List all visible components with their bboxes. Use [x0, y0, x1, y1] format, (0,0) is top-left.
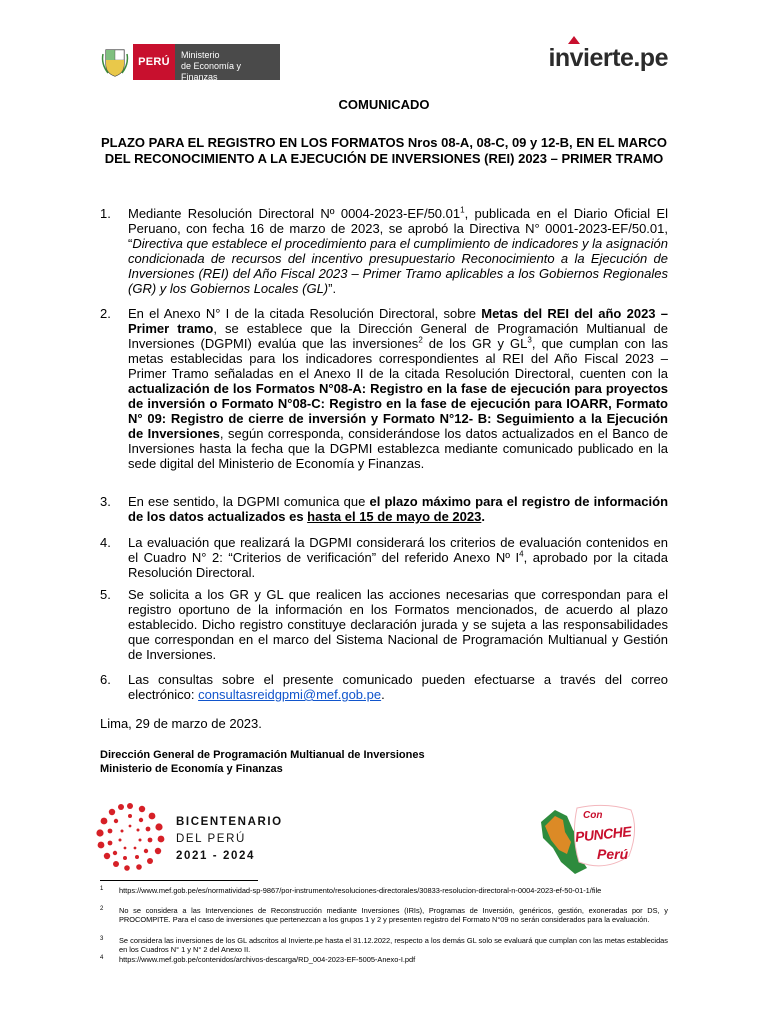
item-number: 6. [100, 672, 111, 687]
bicentenario-logo [92, 800, 292, 874]
bold-run: Metas del REI del año 2023 – Primer tramo [128, 306, 668, 336]
signature-directorate: Dirección General de Programación Multianual de Inversiones [100, 749, 425, 761]
list-item [100, 306, 668, 471]
text-run: En ese sentido, la DGPMI comunica que [128, 494, 370, 509]
footnote-number: 2 [100, 906, 104, 912]
item-number: 1. [100, 206, 111, 221]
bicentenario-line-1: BICENTENARIO [176, 816, 283, 828]
item-number: 2. [100, 306, 111, 321]
punche-main: PUNCHE [574, 823, 632, 845]
bicentenario-emblem-icon [92, 800, 168, 874]
bold-run: el plazo máximo para el registro de información de los datos actualizados es [128, 494, 669, 524]
bold-run: . [481, 509, 485, 524]
footnote-divider [100, 880, 258, 881]
arrow-up-icon [568, 36, 580, 44]
text-run: , según corresponda, considerándose los datos actualizados en el Banco de Inversiones hasta la fecha que la DGPMI establezca mediante comunicado publicado en la sede digital del Ministerio de Economía y Finanzas. [128, 426, 668, 471]
footnote-ref: 4 [519, 549, 524, 559]
text-run: En el Anexo N° I de la citada Resolución Directoral, sobre [128, 306, 482, 321]
contact-email-link[interactable]: consultasreidgpmi@mef.gob.pe [198, 687, 382, 702]
con-punche-peru-logo [535, 800, 645, 880]
invierte-pe-label: invierte.pe [548, 44, 668, 72]
text-run: , publicada en el Diario Oficial El Peruano, con fecha 16 de marzo de 2023, se aprobó la Directiva N° 0001-2023-EF/50.01, “ [128, 206, 668, 251]
text-run: , se establece que la Dirección General de Programación Multianual de Inversiones (DGPMI) evalúa que las inversiones [128, 321, 669, 351]
signature-ministry: Ministerio de Economía y Finanzas [100, 763, 283, 775]
bicentenario-line-3: 2021 - 2024 [176, 850, 255, 862]
footnote [100, 886, 668, 895]
text-run: La evaluación que realizará la DGPMI considerará los criterios de evaluación contenidos en el Cuadro N° 2: “Criterios de verificación” del referido Anexo Nº I [128, 535, 668, 565]
punche-con: Con [583, 810, 603, 821]
text-run: , aprobado por la citada Resolución Directoral. [128, 550, 668, 580]
bicentenario-text [176, 814, 283, 865]
invierte-pe-logo [548, 44, 668, 73]
item-number: 4. [100, 535, 111, 550]
ministry-label [175, 44, 280, 80]
document-subtitle: PLAZO PARA EL REGISTRO EN LOS FORMATOS Nros 08-A, 08-C, 09 y 12-B, EN EL MARCO DEL RECONOCIMIENTO A LA EJECUCIÓN DE INVERSIONES (REI) 2023 – PRIMER TRAMO [100, 135, 668, 166]
list-item [100, 206, 668, 296]
deadline-text: hasta el 15 de mayo de 2023 [307, 509, 482, 524]
footnote [100, 906, 668, 924]
item-text [128, 206, 668, 296]
item-number: 3. [100, 494, 111, 509]
footnote-text: No se considera a las Intervenciones de Reconstrucción mediante Inversiones (IRIs), Programas de Inversión, genéricos, gestión, exoneradas por DS, y PROCOMPITE. Para el caso de inversiones que pertenezcan a los grupos 1 y 2 y presenten registro del Formato N°09 no serán considerados para la evaluación. [119, 906, 668, 924]
item-text [128, 672, 668, 702]
footnote [100, 955, 668, 964]
footnote-text: https://www.mef.gob.pe/contenidos/archivos-descarga/RD_004-2023-EF-5005-Anexo-I.pdf [119, 955, 416, 964]
signature-date: Lima, 29 de marzo de 2023. [100, 716, 262, 731]
item-number: 5. [100, 587, 111, 602]
item-text [128, 494, 668, 524]
footnote-number: 3 [100, 936, 104, 942]
item-text [128, 535, 668, 580]
list-item [100, 535, 668, 580]
mef-logo [97, 44, 280, 80]
item-text [128, 306, 668, 471]
document-title: COMUNICADO [338, 97, 430, 112]
footnote-text: https://www.mef.gob.pe/es/normatividad-sp-9867/por-instrumento/resoluciones-directorales/30833-resolucion-directoral-n-0004-2023-ef-50-01-1/file [119, 886, 602, 895]
ministry-line-2: de Economía y Finanzas [181, 61, 242, 82]
item-text: Se solicita a los GR y GL que realicen las acciones necesarias que correspondan para el registro oportuno de la información en los Formatos mencionados, de acuerdo al plazo establecido. Dicho registro constituye declaración jurada y se sujeta a las responsabilidades que correspondan en el marco del Sistema Nacional de Programación Multianual y Gestión de Inversiones. [128, 587, 668, 662]
peru-label: PERÚ [133, 44, 175, 80]
footnote-number: 4 [100, 955, 104, 961]
footnote-ref: 1 [460, 205, 465, 215]
footnote [100, 936, 668, 954]
text-run: Mediante Resolución Directoral Nº 0004-2023-EF/50.01 [128, 206, 461, 221]
text-run: Las consultas sobre el presente comunicado pueden efectuarse a través del correo electrónico: [128, 672, 668, 702]
list-item [100, 587, 668, 662]
list-item [100, 672, 668, 702]
directive-title: Directiva que establece el procedimiento para el cumplimiento de indicadores y la asignación condicionada de recursos del incentivo presupuestario Reconocimiento a la Ejecución de Inversiones (REI) del Año Fiscal 2023 – Primer Tramo aplicables a los Gobiernos Regionales (GR) y los Gobiernos Locales (GL) [128, 236, 668, 296]
bicentenario-line-2: DEL PERÚ [176, 833, 246, 845]
footnote-ref: 3 [527, 335, 532, 345]
ministry-line-1: Ministerio [181, 50, 220, 60]
footnote-text: Se considera las inversiones de los GL adscritos al Invierte.pe hasta el 31.12.2022, respecto a los demás GL solo se evaluará que cumplan con las metas establecidas en los Cuadros N° 1 y N° 2 del Anexo II. [119, 936, 668, 954]
text-run: de los GR y GL [422, 336, 528, 351]
bold-run: actualización de los Formatos N°08-A: Registro en la fase de ejecución para proyectos de inversión o Formato N°08-C: Registro en la fase de ejecución para IOARR, Formato N° 09: Registro de cierre de inversión y Formato N°12- B: Seguimiento a la Ejecución de Inversiones [128, 381, 668, 441]
footnote-number: 1 [100, 886, 104, 892]
list-item [100, 494, 668, 524]
text-run: . [381, 687, 385, 702]
text-run: ”. [328, 281, 337, 296]
coat-of-arms-icon [97, 44, 133, 80]
footnote-ref: 2 [418, 335, 423, 345]
text-run: , que cumplan con las metas establecidas para los indicadores correspondientes al REI del Año Fiscal 2023 – Primer Tramo señaladas en el Anexo II de la citada Resolución Directoral, cuenten con la [128, 336, 668, 381]
punche-peru: Perú [597, 846, 629, 862]
